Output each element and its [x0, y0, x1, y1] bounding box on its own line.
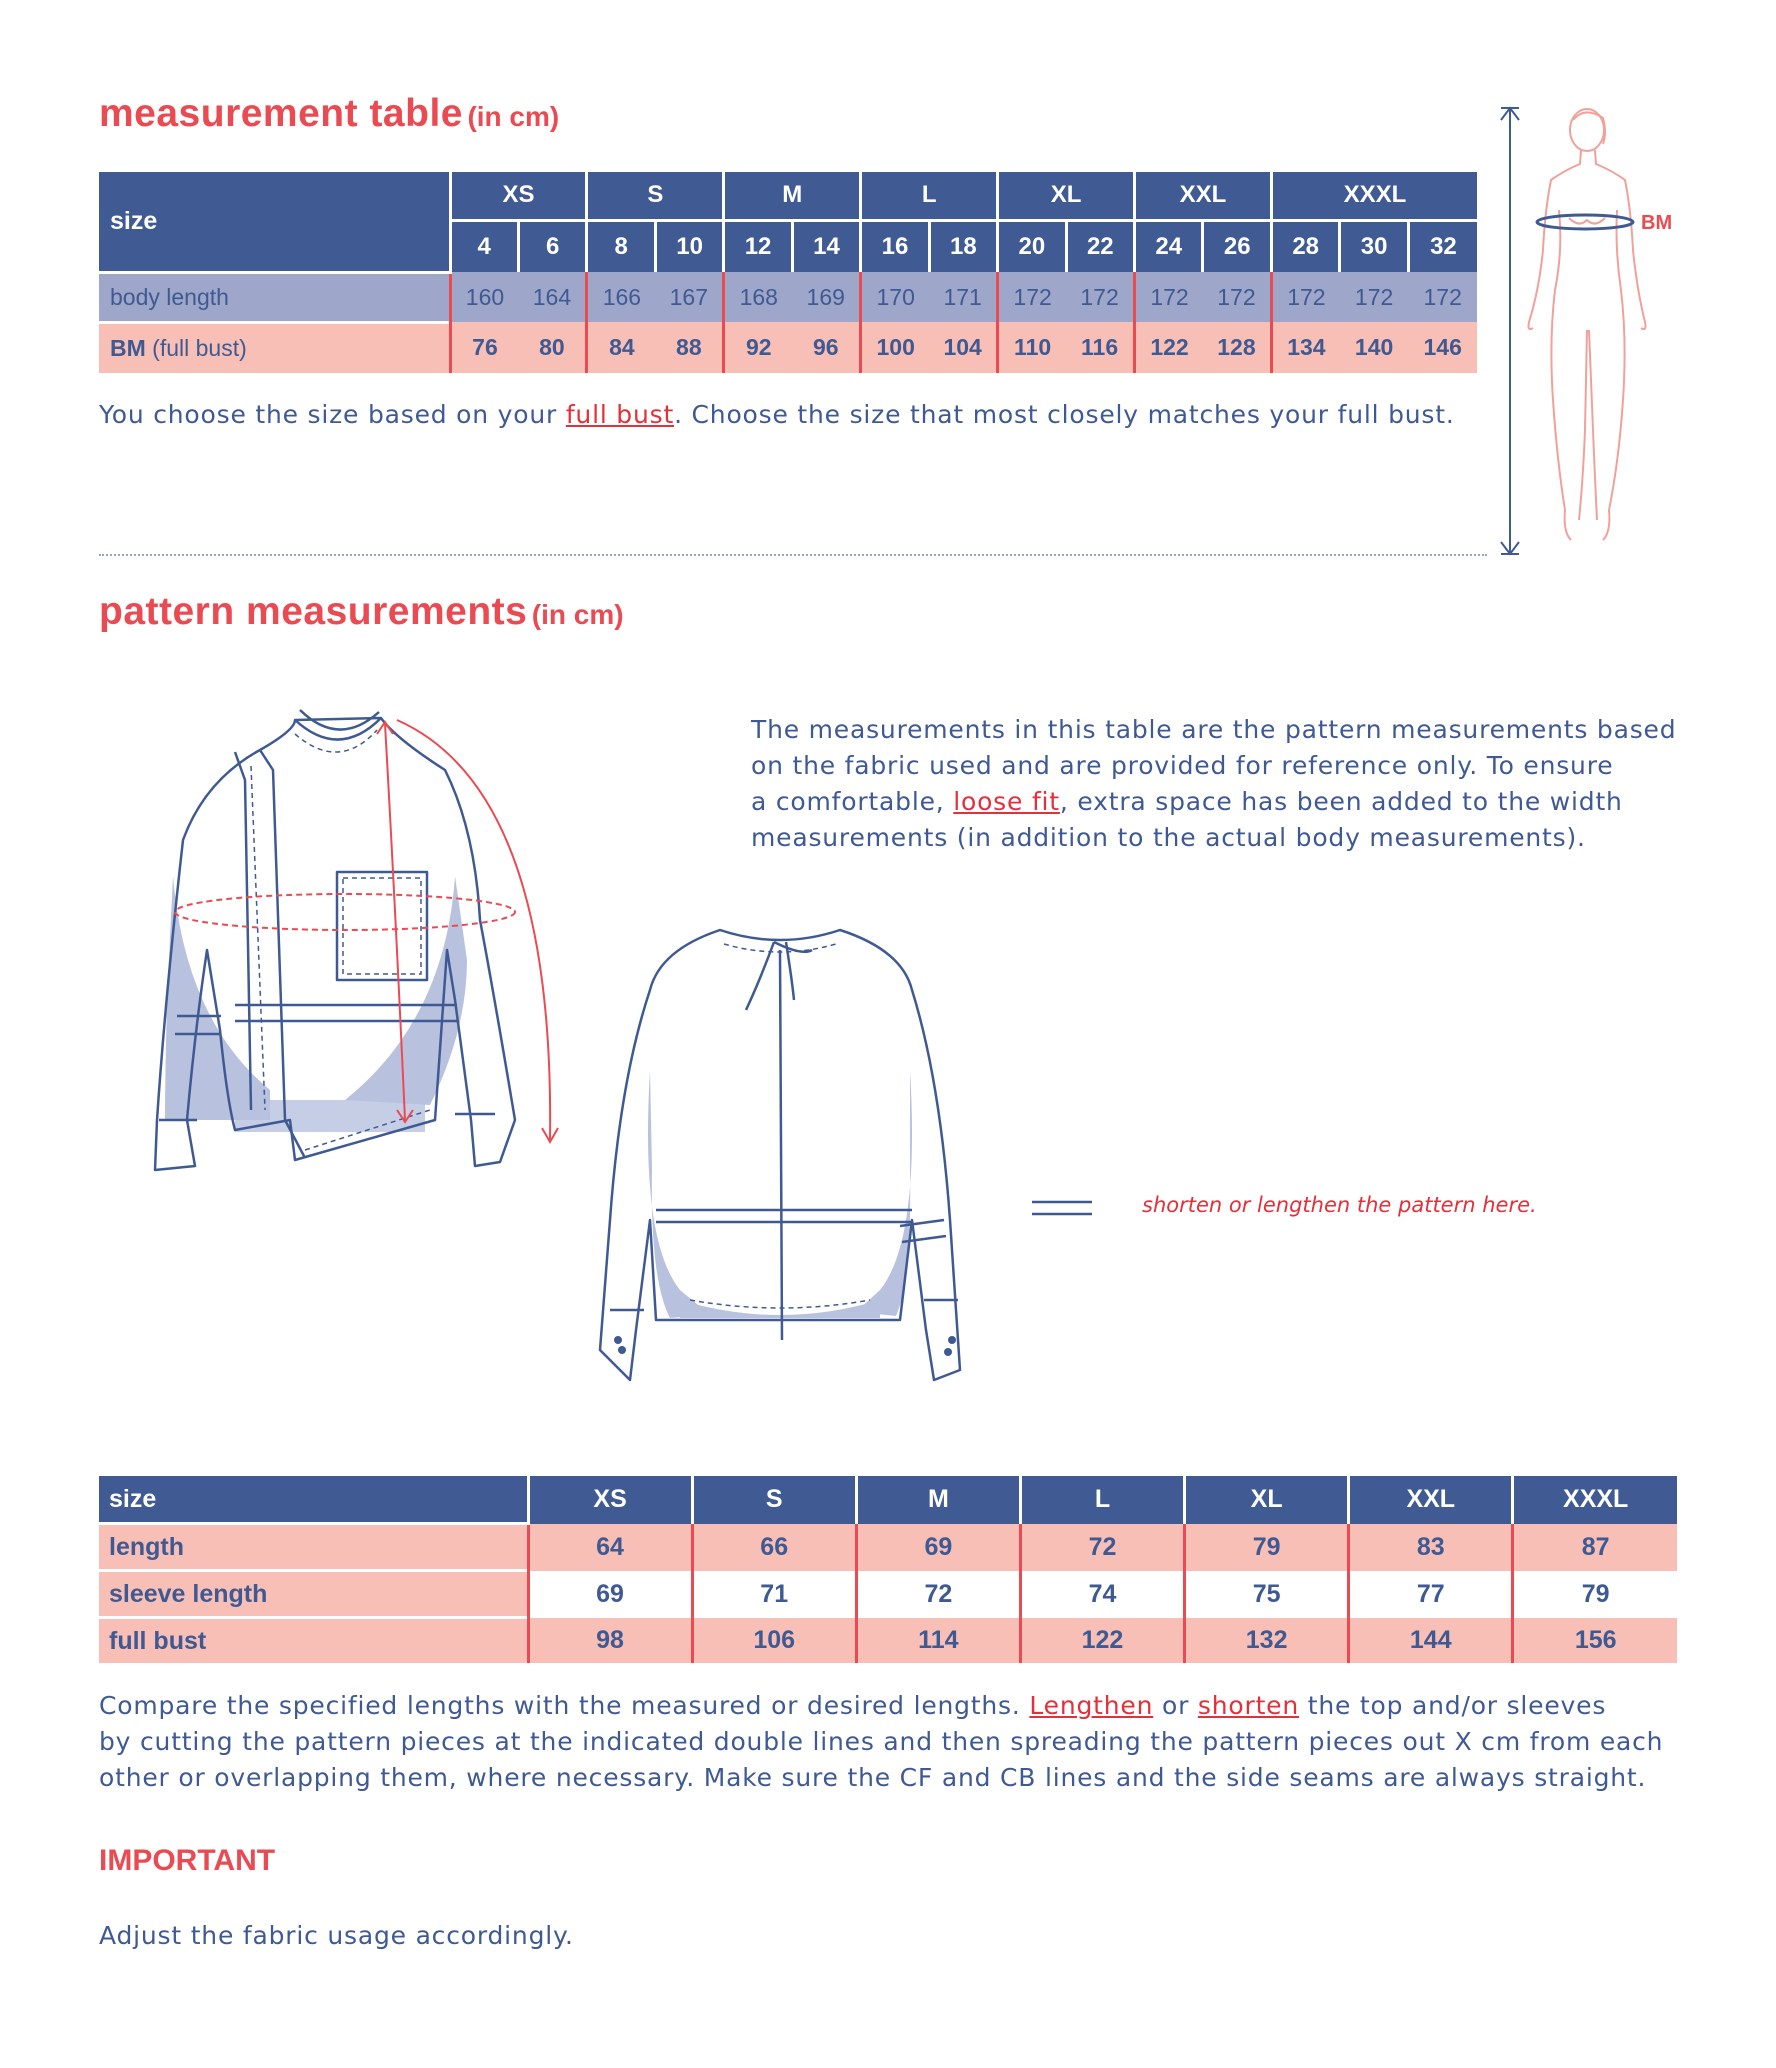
pattern-value: 156 — [1513, 1618, 1677, 1664]
body-length-value: 172 — [1408, 272, 1477, 322]
pattern-value: 64 — [528, 1524, 692, 1571]
size-number: 8 — [587, 220, 655, 272]
size-group-row — [99, 172, 1477, 220]
size-group-l: L — [861, 172, 998, 220]
bm-abbrev: BM — [110, 334, 146, 361]
bm-value: 116 — [1066, 322, 1134, 373]
intro-line-2: on the fabric used and are provided for reference only. To ensure — [751, 751, 1614, 780]
body-length-value: 172 — [1135, 272, 1203, 322]
compare-line-2: by cutting the pattern pieces at the indicated double lines and then spreading the pattern pieces out X cm from each — [99, 1727, 1664, 1756]
pattern-value: 83 — [1349, 1524, 1513, 1571]
pattern-measurements-title: pattern measurements — [99, 590, 528, 633]
pattern-measurements-unit: (in cm) — [531, 599, 624, 630]
body-length-value: 172 — [1340, 272, 1408, 322]
intro-line-3 — [751, 784, 1671, 820]
pattern-size-xxl: XXL — [1349, 1476, 1513, 1524]
pattern-intro — [751, 712, 1677, 856]
compare-line-1-start: Compare the specified lengths with the measured or desired lengths. — [99, 1691, 1030, 1720]
cuff-buttons — [614, 1336, 956, 1356]
intro-line-1: The measurements in this table are the pattern measurements based — [751, 715, 1677, 744]
pattern-value: 69 — [856, 1524, 1020, 1571]
pattern-row-label: full bust — [99, 1618, 528, 1664]
height-arrow — [1501, 108, 1519, 554]
pattern-value: 69 — [528, 1571, 692, 1618]
pattern-size-row — [99, 1476, 1677, 1524]
size-group-m: M — [724, 172, 861, 220]
important-heading: IMPORTANT — [99, 1844, 276, 1877]
bm-label — [99, 322, 450, 373]
compare-paragraph — [99, 1688, 1677, 1796]
size-number: 6 — [518, 220, 586, 272]
bm-value: 110 — [998, 322, 1066, 373]
body-length-value: 172 — [1203, 272, 1271, 322]
bm-figure-label: BM — [1641, 212, 1673, 234]
size-header: size — [99, 172, 450, 272]
body-length-value: 172 — [1271, 272, 1339, 322]
intro-line-4: measurements (in addition to the actual body measurements). — [751, 823, 1586, 852]
body-figure — [1485, 100, 1695, 560]
pattern-size-xxxl: XXXL — [1513, 1476, 1677, 1524]
measurement-table-title: measurement table — [99, 92, 463, 135]
pattern-row-label: sleeve length — [99, 1571, 528, 1618]
intro-line-3-end: , extra space has been added to the width — [1059, 787, 1623, 816]
pattern-row-label: length — [99, 1524, 528, 1571]
bm-value: 80 — [518, 322, 586, 373]
body-length-value: 166 — [587, 272, 655, 322]
pattern-size-xs: XS — [528, 1476, 692, 1524]
size-number: 22 — [1066, 220, 1134, 272]
size-number: 30 — [1340, 220, 1408, 272]
legend-text: shorten or lengthen the pattern here. — [1142, 1193, 1537, 1217]
size-group-xxxl: XXXL — [1271, 172, 1477, 220]
body-length-value: 169 — [792, 272, 860, 322]
bm-value: 96 — [792, 322, 860, 373]
pattern-value: 72 — [856, 1571, 1020, 1618]
bm-value: 122 — [1135, 322, 1203, 373]
size-number: 24 — [1135, 220, 1203, 272]
body-length-value: 170 — [861, 272, 929, 322]
size-group-s: S — [587, 172, 724, 220]
measurement-table-unit: (in cm) — [467, 101, 560, 132]
note-text-end: . Choose the size that most closely matches your full bust. — [674, 400, 1455, 429]
body-measurement-table — [99, 172, 1477, 373]
pattern-size-header: size — [99, 1476, 528, 1524]
full-bust-link[interactable]: full bust — [565, 400, 675, 429]
body-length-value: 167 — [655, 272, 723, 322]
pattern-value: 106 — [692, 1618, 856, 1664]
section-divider — [99, 554, 1487, 556]
bm-value: 88 — [655, 322, 723, 373]
pattern-size-xl: XL — [1185, 1476, 1349, 1524]
size-group-xxl: XXL — [1135, 172, 1272, 220]
size-number: 18 — [929, 220, 997, 272]
size-group-xs: XS — [450, 172, 587, 220]
note-text-start: You choose the size based on your — [99, 400, 566, 429]
size-number: 20 — [998, 220, 1066, 272]
pattern-measurement-table — [99, 1476, 1677, 1663]
size-number: 4 — [450, 220, 518, 272]
size-number: 16 — [861, 220, 929, 272]
pattern-value: 74 — [1020, 1571, 1184, 1618]
pattern-value: 132 — [1185, 1618, 1349, 1664]
pattern-value: 75 — [1185, 1571, 1349, 1618]
bm-value: 140 — [1340, 322, 1408, 373]
woman-silhouette-icon — [1529, 109, 1646, 540]
measurement-table-heading — [99, 92, 559, 136]
bm-value: 100 — [861, 322, 929, 373]
bm-value: 92 — [724, 322, 792, 373]
pattern-value: 114 — [856, 1618, 1020, 1664]
pattern-value: 77 — [1349, 1571, 1513, 1618]
pattern-value: 98 — [528, 1618, 692, 1664]
size-number: 12 — [724, 220, 792, 272]
pattern-value: 79 — [1185, 1524, 1349, 1571]
body-length-value: 160 — [450, 272, 518, 322]
pattern-size-l: L — [1020, 1476, 1184, 1524]
shorten-link[interactable]: shorten — [1197, 1691, 1299, 1720]
pattern-size-s: S — [692, 1476, 856, 1524]
bm-value: 104 — [929, 322, 997, 373]
compare-line-3: other or overlapping them, where necessary. Make sure the CF and CB lines and the side seams are always straight. — [99, 1763, 1647, 1792]
size-group-xl: XL — [998, 172, 1135, 220]
body-length-value: 172 — [998, 272, 1066, 322]
bm-row — [99, 322, 1477, 373]
compare-line-1 — [99, 1688, 1677, 1724]
body-length-value: 172 — [1066, 272, 1134, 322]
pattern-value: 71 — [692, 1571, 856, 1618]
pattern-size-m: M — [856, 1476, 1020, 1524]
back-garment-drawing — [560, 920, 1020, 1390]
body-length-row — [99, 272, 1477, 322]
bm-value: 84 — [587, 322, 655, 373]
pattern-value: 72 — [1020, 1524, 1184, 1571]
lengthen-link[interactable]: Lengthen — [1029, 1691, 1154, 1720]
compare-line-1-end: the top and/or sleeves — [1299, 1691, 1607, 1720]
size-number: 28 — [1271, 220, 1339, 272]
intro-line-3-start: a comfortable, — [751, 787, 954, 816]
loose-fit-link[interactable]: loose fit — [953, 787, 1060, 816]
pattern-row — [99, 1571, 1677, 1618]
size-number: 14 — [792, 220, 860, 272]
bm-value: 146 — [1408, 322, 1477, 373]
body-length-label: body length — [99, 272, 450, 322]
bm-value: 128 — [1203, 322, 1271, 373]
front-garment-drawing — [95, 700, 565, 1180]
back-outline — [600, 930, 960, 1380]
body-length-value: 171 — [929, 272, 997, 322]
pattern-row — [99, 1524, 1677, 1571]
double-line-legend-icon — [1030, 1198, 1094, 1218]
pattern-value: 87 — [1513, 1524, 1677, 1571]
pattern-value: 79 — [1513, 1571, 1677, 1618]
pattern-row — [99, 1618, 1677, 1664]
pattern-value: 144 — [1349, 1618, 1513, 1664]
body-length-value: 168 — [724, 272, 792, 322]
size-number: 32 — [1408, 220, 1477, 272]
pattern-value: 66 — [692, 1524, 856, 1571]
size-number: 26 — [1203, 220, 1271, 272]
pattern-measurements-heading — [99, 590, 624, 634]
size-number: 10 — [655, 220, 723, 272]
bm-value: 134 — [1271, 322, 1339, 373]
bm-value: 76 — [450, 322, 518, 373]
important-text: Adjust the fabric usage accordingly. — [99, 1921, 574, 1950]
compare-line-1-mid: or — [1153, 1691, 1198, 1720]
bm-sub: (full bust) — [152, 334, 247, 361]
body-length-value: 164 — [518, 272, 586, 322]
pattern-value: 122 — [1020, 1618, 1184, 1664]
size-choice-note — [99, 397, 1455, 433]
